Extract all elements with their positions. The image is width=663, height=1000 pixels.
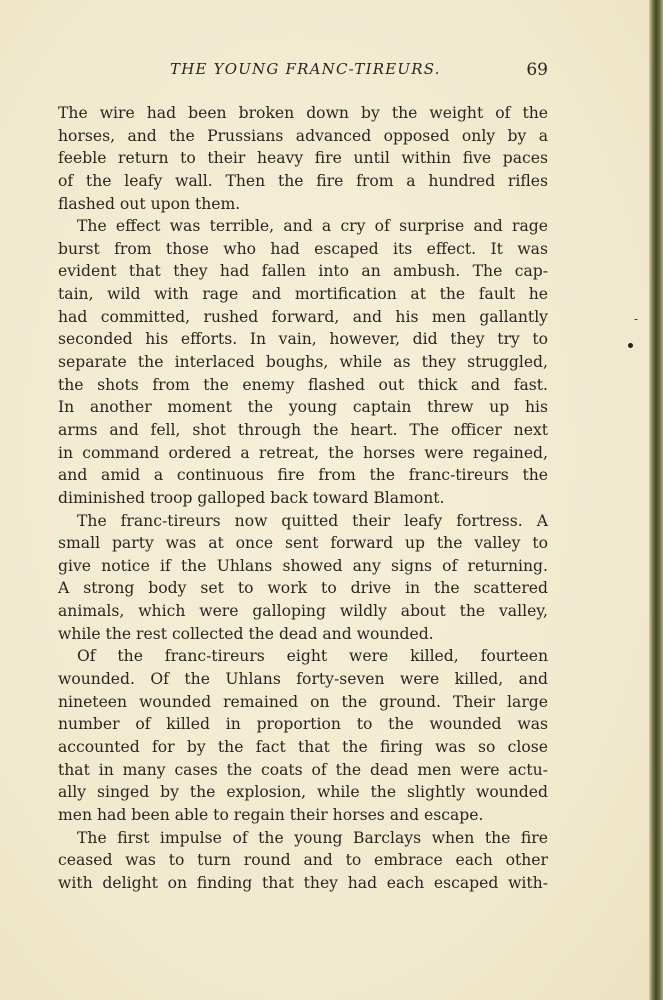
text-line: The franc-tireurs now quitted their leafy fortress. A (77, 511, 548, 530)
text-line: and amid a continuous fire from the franc-tireurs the (58, 466, 548, 485)
margin-dash-mark: - (634, 312, 639, 326)
text-line: accounted for by the fact that the firing was so close (58, 737, 548, 756)
text-line: with delight on finding that they had each escaped with- (58, 873, 548, 892)
text-line: In another moment the young captain threw up his (58, 398, 548, 417)
text-line: arms and fell, shot through the heart. The officer next (58, 420, 548, 439)
text-line: number of killed in proportion to the wounded was (58, 715, 548, 734)
text-line: ally singed by the explosion, while the slightly wounded (58, 783, 548, 802)
text-line: diminished troop galloped back toward Blamont. (58, 488, 445, 507)
text-line: the shots from the enemy flashed out thick and fast. (58, 375, 548, 394)
text-line: while the rest collected the dead and wounded. (58, 624, 434, 643)
text-line: flashed out upon them. (58, 194, 241, 213)
text-line: The wire had been broken down by the weight of the (58, 104, 548, 122)
running-title: THE YOUNG FRANC-TIREURS. (170, 60, 441, 78)
text-line: The first impulse of the young Barclays when the fire (77, 828, 548, 847)
text-line: separate the interlaced boughs, while as they struggled, (58, 353, 548, 372)
margin-dot-mark (628, 343, 633, 348)
text-line: wounded. Of the Uhlans forty-seven were killed, and (58, 670, 548, 689)
text-line: The effect was terrible, and a cry of surprise and rage (77, 217, 548, 236)
text-line: burst from those who had escaped its effect. It was (58, 239, 548, 258)
body-text (58, 102, 548, 894)
text-line: in command ordered a retreat, the horses were regained, (58, 443, 548, 462)
text-line: men had been able to regain their horses and escape. (58, 805, 484, 824)
text-line: A strong body set to work to drive in the scattered (58, 579, 548, 598)
text-line: small party was at once sent forward up the valley to (58, 534, 548, 553)
text-line: animals, which were galloping wildly about the valley, (58, 602, 548, 621)
page-header (58, 60, 548, 84)
text-line: had committed, rushed forward, and his men gallantly (58, 307, 548, 326)
text-line: Of the franc-tireurs eight were killed, fourteen (77, 647, 548, 666)
text-line: horses, and the Prussians advanced opposed only by a (58, 126, 548, 145)
text-line: give notice if the Uhlans showed any signs of returning. (58, 556, 548, 575)
text-line: of the leafy wall. Then the fire from a hundred rifles (58, 171, 548, 190)
book-spine-edge (649, 0, 663, 1000)
page-number: 69 (526, 60, 548, 80)
text-line: seconded his efforts. In vain, however, did they try to (58, 330, 548, 349)
text-line: nineteen wounded remained on the ground. Their large (58, 692, 548, 711)
text-line: that in many cases the coats of the dead men were actu- (58, 760, 548, 779)
text-line: evident that they had fallen into an ambush. The cap- (58, 262, 548, 281)
text-line: ceased was to turn round and to embrace each other (58, 851, 548, 870)
text-line: tain, wild with rage and mortification at the fault he (58, 285, 548, 304)
text-line: feeble return to their heavy fire until within five paces (58, 149, 548, 168)
